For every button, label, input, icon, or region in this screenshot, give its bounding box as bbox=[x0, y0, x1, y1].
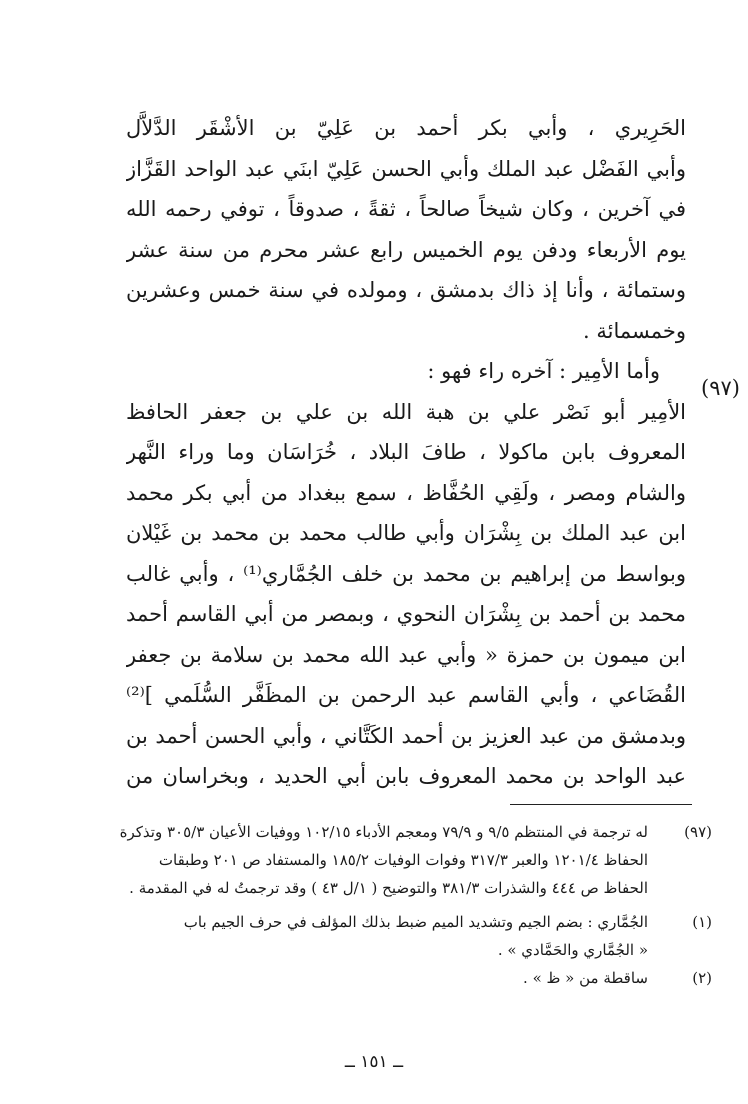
footnote-line: ساقطة من « ظ » . bbox=[523, 969, 648, 987]
main-text bbox=[126, 108, 686, 797]
footnote-line: الحفاظ ص ٤٤٤ والشذرات ٣٨١/٣ والتوضيح ( ١/ل ٤٣ ) وقد ترجمتُ له في المقدمة . bbox=[129, 879, 648, 897]
text-line: يوم الأربعاء ودفن يوم الخميس رابع عشر محرم من سنة عشر bbox=[126, 237, 686, 262]
entry-number: (٩٧) bbox=[701, 376, 740, 400]
text-line: والشام ومصر ، ولَقِي الحُفَّاظ ، سمع ببغداد من أبي بكر محمد bbox=[126, 480, 686, 505]
text-line: وبواسط من إبراهيم بن محمد بن خلف الجُمَّاري⁽¹⁾ ، وأبي غالب bbox=[126, 561, 686, 586]
text-line: محمد بن أحمد بن بِشْرَان النحوي ، وبمصر من أبي القاسم أحمد bbox=[126, 602, 686, 626]
text-line: عبد الواحد بن محمد المعروف بابن أبي الحديد ، وبخراسان من bbox=[126, 764, 686, 788]
footnote-line: « الجُمَّاري والحَمَّادي » . bbox=[497, 941, 648, 959]
text-line: في آخرين ، وكان شيخاً صالحاً ، ثقةً ، صدوقاً ، توفي رحمه الله bbox=[126, 197, 686, 221]
text-line: ابن ميمون بن حمزة « وأبي عبد الله محمد بن سلامة بن جعفر bbox=[126, 642, 686, 667]
footnote-2 bbox=[36, 964, 712, 992]
footnote-1 bbox=[36, 908, 712, 964]
text-line: وأبي الفَضْل عبد الملك وأبي الحسن عَلِيّ ابنَي عبد الواحد القَزَّاز bbox=[126, 156, 686, 181]
footnotes bbox=[36, 818, 712, 992]
footnote-line: الجُمَّاري : بضم الجيم وتشديد الميم ضبط بذلك المؤلف في حرف الجيم باب bbox=[183, 913, 648, 931]
page-number: ــ ١٥١ ــ bbox=[344, 1052, 404, 1072]
text-line: المعروف بابن ماكولا ، طافَ البلاد ، خُرَاسَان وما وراء النَّهر bbox=[126, 440, 686, 464]
section-heading: وأما الأمِير : آخره راء فهو : bbox=[427, 359, 660, 383]
text-line: وخمسمائة . bbox=[583, 318, 686, 343]
footnote-divider bbox=[510, 804, 692, 805]
footnote-line: له ترجمة في المنتظم ٩/٥ و ٧٩/٩ ومعجم الأدباء ١٠٢/١٥ ووفيات الأعيان ٣٠٥/٣ وتذكرة bbox=[119, 823, 648, 841]
text-line: القُضَاعي ، وأبي القاسم عبد الرحمن بن المظَفَّر السُّلَمي ]⁽²⁾ bbox=[126, 683, 686, 707]
text-line: الأمِير أبو نَصْر علي بن هبة الله بن علي بن جعفر الحافظ bbox=[126, 399, 686, 424]
footnote-number: (٢) bbox=[692, 969, 712, 987]
text-line: ابن عبد الملك بن بِشْرَان وأبي طالب محمد بن محمد بن غَيْلان bbox=[126, 521, 686, 545]
text-line: وستمائة ، وأنا إذ ذاك بدمشق ، ومولده في سنة خمس وعشرين bbox=[126, 278, 686, 302]
entry-97 bbox=[126, 392, 686, 797]
footnote-number: (٩٧) bbox=[684, 823, 712, 841]
text-line: وبدمشق من عبد العزيز بن أحمد الكَتَّاني ، وأبي الحسن أحمد بن bbox=[126, 723, 686, 748]
footnote-number: (١) bbox=[692, 913, 712, 931]
text-line: الحَرِيري ، وأبي بكر أحمد بن عَلِيّ بن الأشْقَر الدَّلاَّل bbox=[126, 116, 686, 140]
footnote-line: الحفاظ ١٢٠١/٤ والعبر ٣١٧/٣ وفوات الوفيات ١٨٥/٢ والمستفاد ص ٢٠١ وطبقات bbox=[158, 851, 648, 869]
footnote-97 bbox=[36, 818, 712, 902]
